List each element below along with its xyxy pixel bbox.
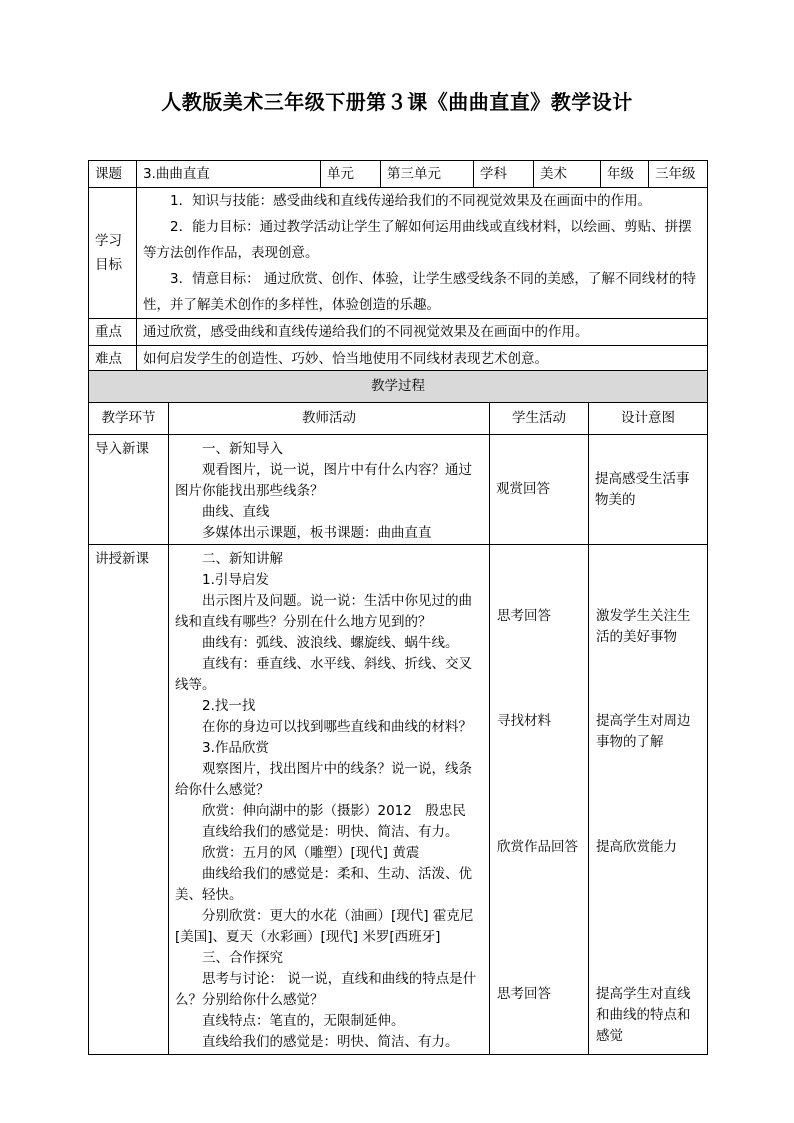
- design-intent: 提高学生对直线和曲线的特点和感觉: [596, 986, 691, 1044]
- teacher-line: 二、新知讲解: [202, 551, 283, 567]
- unit-value: 第三单元: [381, 161, 474, 188]
- teacher-line: 多媒体出示课题，板书课题：曲曲直直: [202, 525, 432, 541]
- unit-label: 单元: [321, 161, 381, 188]
- difficult-label: 难点: [89, 346, 137, 373]
- grade-label: 年级: [601, 161, 649, 188]
- key-text: 通过欣赏，感受曲线和直线传递给我们的不同视觉效果及在画面中的作用。: [137, 319, 708, 346]
- teacher-line: 3.作品欣赏: [202, 740, 269, 756]
- student-activity: 思考回答: [497, 986, 551, 1002]
- teacher-line: 1.引导启发: [202, 572, 269, 588]
- teacher-line: 曲线有：弧线、波浪线、螺旋线、蜗牛线。: [202, 635, 459, 651]
- key-label: 重点: [89, 319, 137, 346]
- topic-label: 课题: [89, 161, 137, 188]
- design-intent: 提高学生对周边事物的了解: [596, 713, 691, 750]
- teacher-line: 直线给我们的感觉是：明快、简洁、有力。: [202, 824, 459, 840]
- teacher-line: 出示图片及问题。说一说：生活中你见过的曲线和直线有哪些？分别在什么地方见到的？: [175, 593, 472, 630]
- goal-item: 3．情意目标： 通过欣赏、创作、体验，让学生感受线条不同的美感，了解不同线材的特性，并了解美术创作的多样性，体验创造的乐趣。: [143, 271, 696, 313]
- teacher-line: 曲线、直线: [202, 504, 270, 520]
- teacher-line: 直线特点：笔直的，无限制延伸。: [202, 1013, 405, 1029]
- lecture-student: [490, 545, 589, 1055]
- lecture-intent: [589, 545, 708, 1055]
- lesson-info-table: [88, 160, 708, 373]
- teacher-line: 观察图片，找出图片中的线条？说一说，线条给你什么感觉？: [175, 761, 472, 798]
- intro-stage: 导入新课: [89, 435, 169, 545]
- intro-teacher: [169, 435, 490, 545]
- student-activity: 寻找材料: [497, 713, 551, 729]
- teacher-line: 三、合作探究: [202, 950, 283, 966]
- page-title: 人教版美术三年级下册第３课《曲曲直直》教学设计: [161, 90, 633, 114]
- intro-intent: 提高感受生活事物美的: [589, 435, 708, 545]
- grade-value: 三年级: [649, 161, 708, 188]
- goals-content: [137, 188, 708, 319]
- teacher-line: 在你的身边可以找到哪些直线和曲线的材料？: [202, 719, 472, 735]
- goal-item: 2．能力目标：通过教学活动让学生了解如何运用曲线或直线材料，以绘画、剪贴、拼摆等方法创作作品，表现创意。: [143, 219, 692, 261]
- subject-value: 美术: [534, 161, 601, 188]
- process-table: [88, 370, 708, 1055]
- design-intent: 激发学生关注生活的美好事物: [596, 608, 691, 645]
- teacher-line: 2.找一找: [202, 698, 256, 714]
- teacher-line: 欣赏：伸向湖中的影（摄影）2012 殷忠民: [202, 803, 466, 819]
- goal-item: 1．知识与技能：感受曲线和直线传递给我们的不同视觉效果及在画面中的作用。: [170, 193, 652, 209]
- teacher-line: 思考与讨论： 说一说，直线和曲线的特点是什么？分别给你什么感觉？: [175, 971, 477, 1008]
- process-title: 教学过程: [89, 371, 708, 403]
- difficult-text: 如何启发学生的创造性、巧妙、恰当地使用不同线材表现艺术创意。: [137, 346, 708, 373]
- header-student: 学生活动: [490, 403, 589, 435]
- teacher-line: 一、新知导入: [202, 441, 283, 457]
- intro-student: 观赏回答: [490, 435, 589, 545]
- student-activity: 欣赏作品回答: [497, 839, 578, 855]
- header-intent: 设计意图: [589, 403, 708, 435]
- teacher-line: 直线给我们的感觉是：明快、简洁、有力。: [202, 1034, 459, 1050]
- design-intent: 提高欣赏能力: [596, 839, 677, 855]
- topic-value: 3.曲曲直直: [137, 161, 321, 188]
- student-activity: 思考回答: [497, 608, 551, 624]
- teacher-line: 欣赏：五月的风（雕塑）[现代] 黄震: [202, 845, 420, 861]
- teacher-line: 直线有：垂直线、水平线、斜线、折线、交叉线等。: [175, 656, 472, 693]
- header-stage: 教学环节: [89, 403, 169, 435]
- subject-label: 学科: [474, 161, 534, 188]
- lecture-stage: 讲授新课: [89, 545, 169, 1055]
- teacher-line: 分别欣赏：更大的水花（油画）[现代] 霍克尼[美国]、夏天（水彩画）[现代] 米罗[西班牙]: [175, 908, 474, 945]
- teacher-line: 曲线给我们的感觉是：柔和、生动、活泼、优美、轻快。: [175, 866, 472, 903]
- header-teacher: 教师活动: [169, 403, 490, 435]
- teacher-line: 观看图片，说一说，图片中有什么内容？通过图片你能找出那些线条？: [175, 462, 472, 499]
- lecture-teacher: [169, 545, 490, 1055]
- goals-label: 学习目标: [89, 188, 137, 319]
